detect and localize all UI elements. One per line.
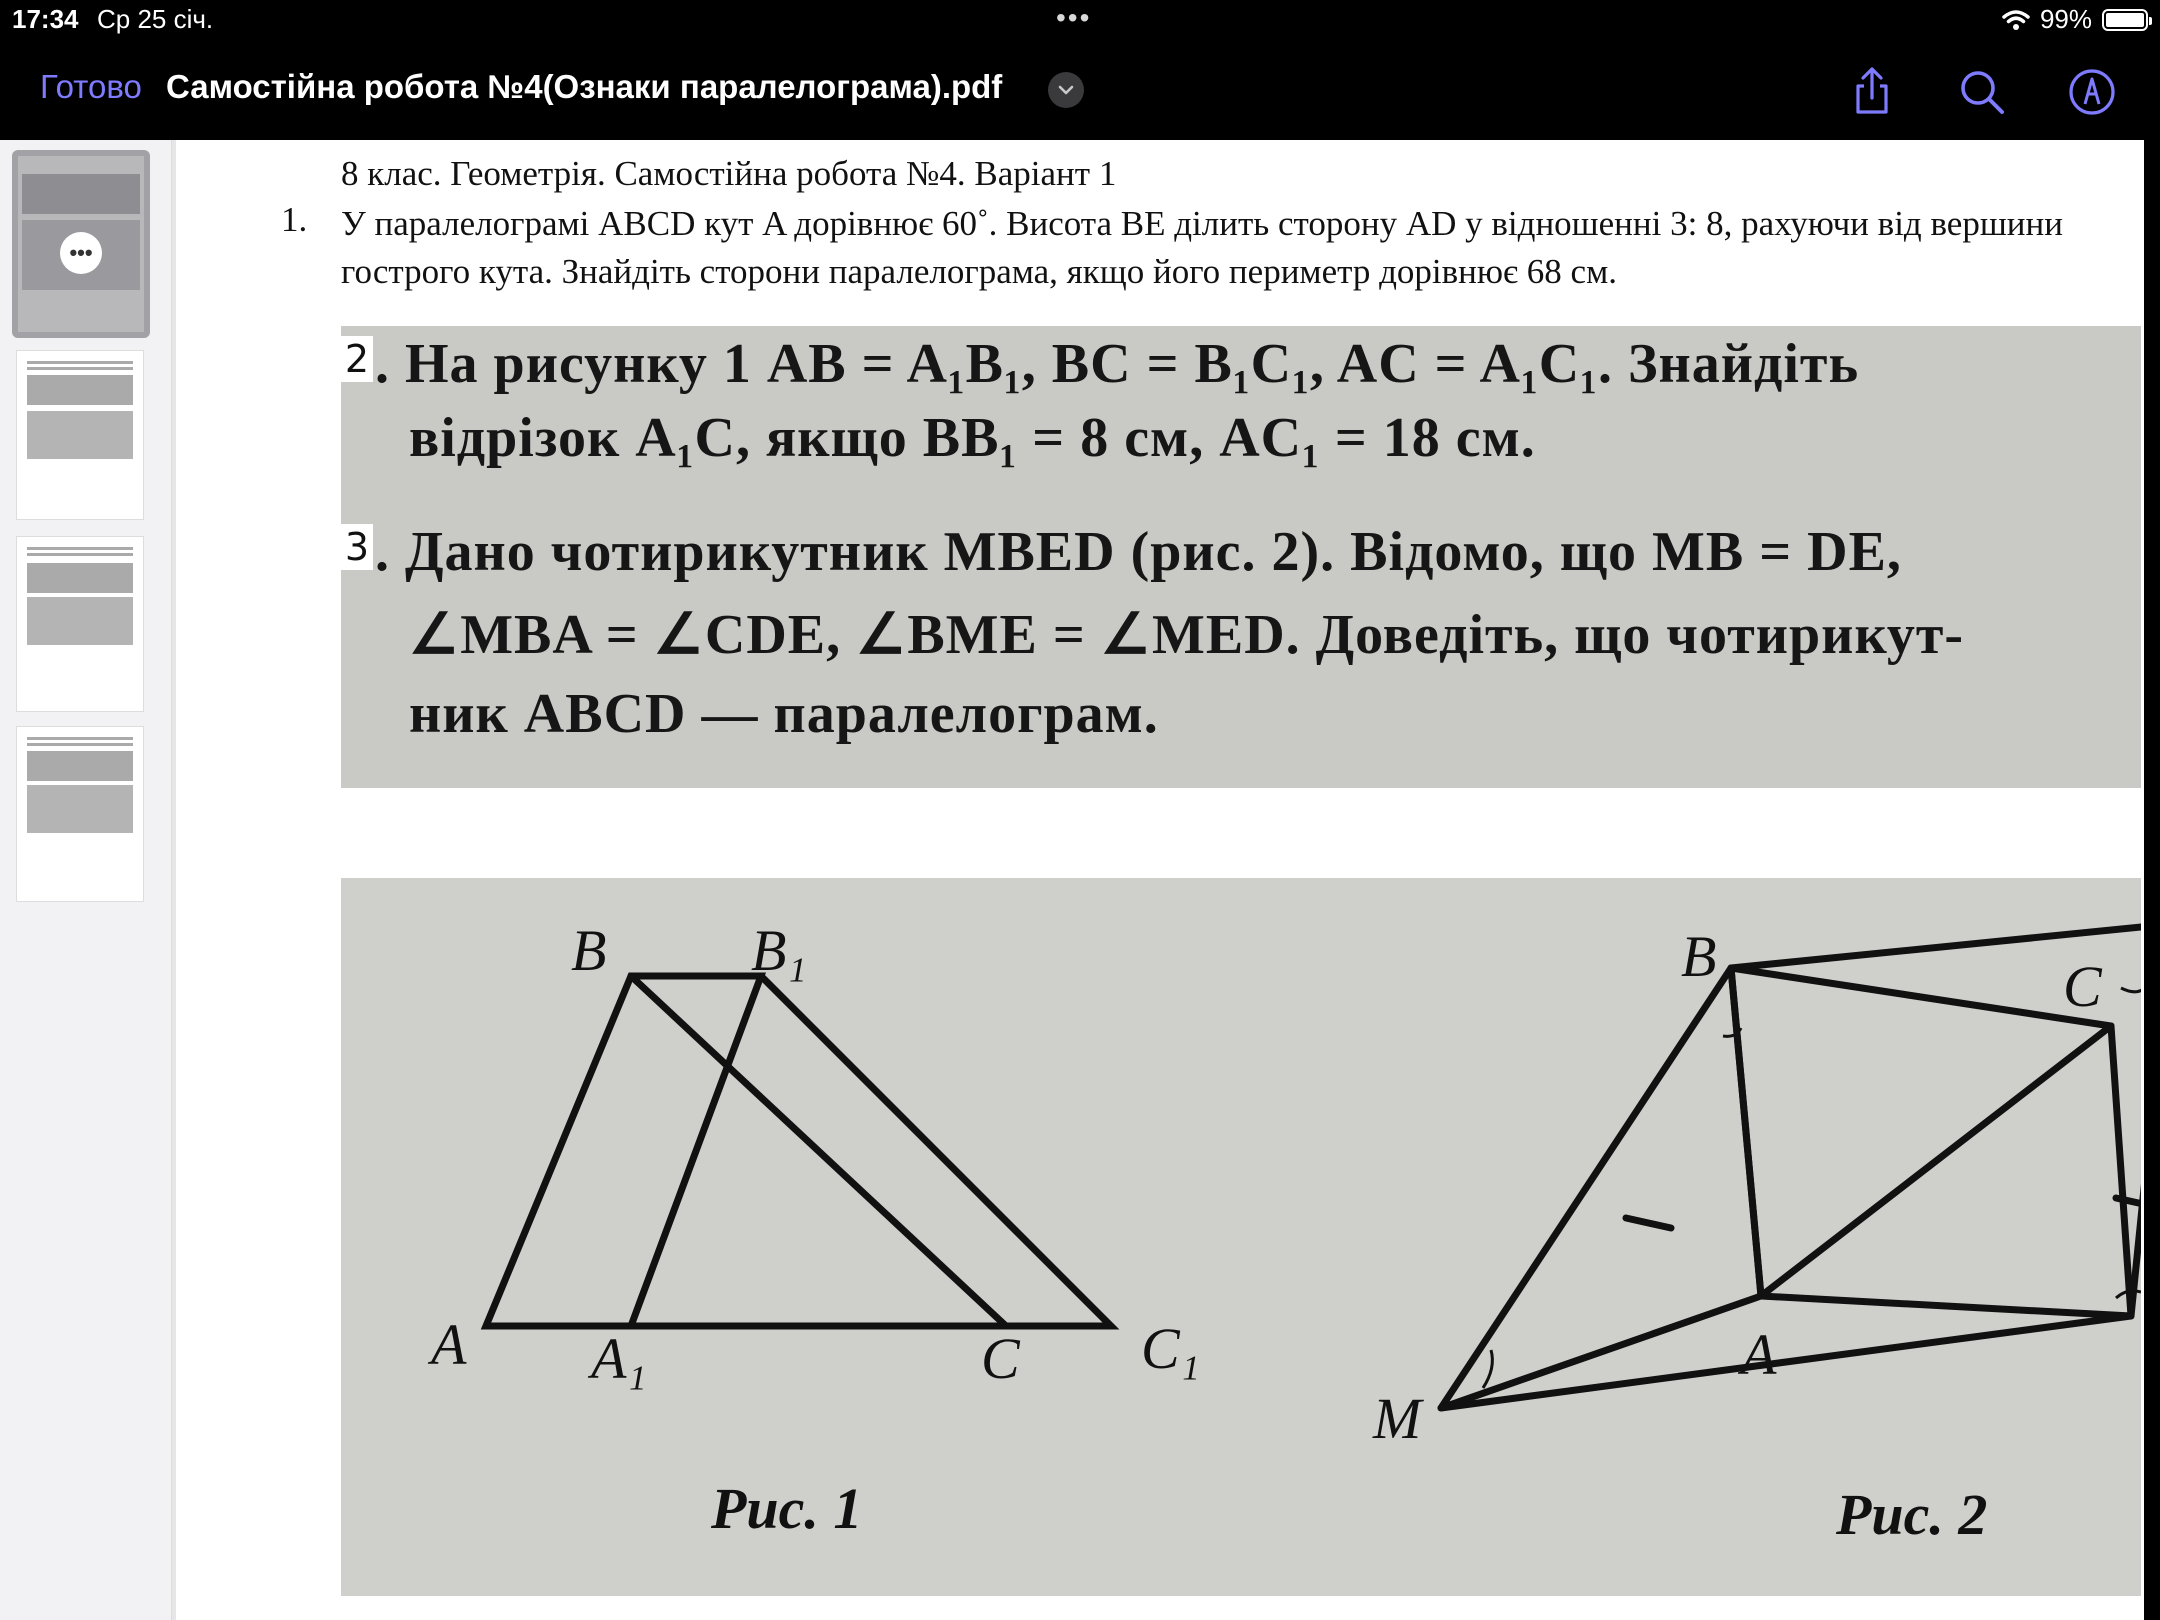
task2-line-1: . На рисунку 1 AB = A₁B₁, BC = B₁C₁, AC = A₁C₁. Знайдіть <box>375 333 1860 395</box>
fig2-label-a: A <box>1741 1322 1777 1387</box>
scanned-tasks-image <box>341 326 2141 788</box>
page-heading: 8 клас. Геометрія. Самостійна робота №4. Варіант 1 <box>341 154 1117 193</box>
pdf-page[interactable] <box>176 140 2144 1620</box>
done-button[interactable]: Готово <box>40 68 142 105</box>
wifi-icon <box>2002 9 2030 31</box>
task3-line-1: . Дано чотирикутник MBED (рис. 2). Відомо, що MB = DE, <box>375 521 1902 583</box>
fig2-caption: Рис. 2 <box>1836 1482 1988 1547</box>
page-thumbnail-4[interactable] <box>16 726 144 902</box>
fig1-label-b1: B₁ <box>751 918 807 983</box>
task1-number: 1. <box>281 200 308 239</box>
task3-line-2: ∠MBA = ∠CDE, ∠BME = ∠MED. Доведіть, що чотирикут- <box>409 604 1965 666</box>
share-icon[interactable] <box>1846 66 1898 118</box>
fig1-label-b: B <box>571 918 607 983</box>
fig1-label-a: A <box>431 1312 467 1377</box>
page-thumbnail-3[interactable] <box>16 536 144 712</box>
task3-line-3: ник ABCD — паралелограм. <box>409 683 1159 745</box>
fig2-label-b: B <box>1681 924 1717 989</box>
task3-handwritten-number: 3 <box>341 524 373 570</box>
fig1-label-a1: A₁ <box>591 1326 647 1391</box>
task2-handwritten-number: 2 <box>341 336 373 382</box>
status-bar <box>0 0 2160 40</box>
fig1-label-c: C <box>981 1326 1020 1391</box>
nav-bar <box>0 40 2160 140</box>
scanned-figures-image <box>341 878 2141 1596</box>
multitasking-dots-icon[interactable]: ••• <box>1056 2 1092 33</box>
status-indicators <box>2002 4 2148 35</box>
page-thumbnail-2[interactable] <box>16 350 144 520</box>
figure-2 <box>1441 924 2141 1408</box>
fig1-label-c1: C₁ <box>1141 1316 1200 1381</box>
status-time: 17:34 <box>12 4 79 34</box>
task2-line-2: відрізок A₁C, якщо BB₁ = 8 см, AC₁ = 18 см. <box>409 407 1536 469</box>
page-thumbnail-sidebar <box>0 140 172 1620</box>
document-title[interactable]: Самостійна робота №4(Ознаки паралелограма).pdf <box>166 68 1003 105</box>
status-date: Ср 25 січ. <box>97 4 214 34</box>
battery-icon <box>2102 9 2148 31</box>
figure-1 <box>486 976 1111 1326</box>
more-options-icon[interactable]: ••• <box>60 232 102 274</box>
fig2-label-c: C <box>2063 954 2102 1019</box>
search-icon[interactable] <box>1956 66 2008 118</box>
fig1-caption: Рис. 1 <box>711 1476 863 1541</box>
task1-text: У паралелограмі ABCD кут A дорівнює 60˚. Висота BE ділить сторону AD у відношенні 3: 8, рахуючи від вершини гострого кута. Знайдіть сторони паралелограма, якщо його периметр дорівнює 68 см. <box>341 204 2063 291</box>
page-thumbnail-1[interactable] <box>12 150 150 338</box>
battery-percent: 99% <box>2039 4 2092 34</box>
fig2-label-m: M <box>1373 1386 1422 1451</box>
markup-pen-icon[interactable] <box>2066 66 2118 118</box>
chevron-down-icon[interactable] <box>1048 72 1084 108</box>
